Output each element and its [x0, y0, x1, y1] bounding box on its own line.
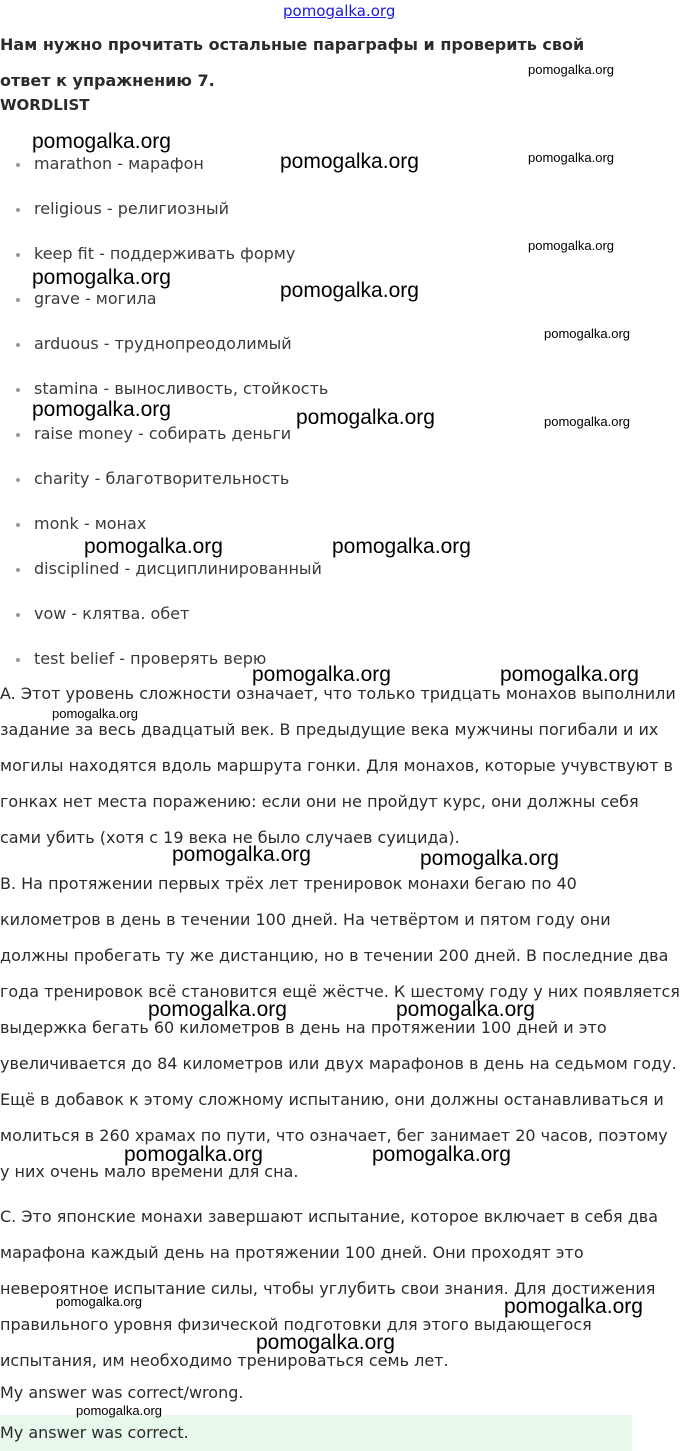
paragraph-b: B. На протяжении первых трёх лет тренировок монахи бегаю по 40 километров в день в течении 100 дней. На четвёртом и пятом году они должны пробегать ту же дистанцию, но в течении 200 дней. В последние два года тренировок всё становится ещё жёстче. К шестому году у них появляется выдержка бегать 60 километров в день на протяжении 100 дней и это увеличивается до 84 километров или двух марафонов в день на седьмом году. Ещё в добавок к этому сложному испытанию, они должны останавливаться и молиться в 260 храмах по пути, что означает, бег занимает 20 часов, поэтому у них очень мало времени для сна.	[0, 874, 680, 1181]
answer-prompt: My answer was correct/wrong.	[0, 1383, 244, 1402]
watermark: pomogalka.org	[420, 847, 559, 870]
watermark: pomogalka.org	[56, 1294, 142, 1309]
watermark: pomogalka.org	[528, 62, 614, 77]
watermark: pomogalka.org	[396, 998, 535, 1021]
watermark: pomogalka.org	[256, 1331, 395, 1354]
bullet-icon	[16, 658, 20, 662]
word-item: arduous - труднопреодолимый	[16, 334, 292, 358]
bullet-icon	[16, 433, 20, 437]
word-item: religious - религиозный	[16, 199, 229, 223]
watermark: pomogalka.org	[172, 843, 311, 866]
bullet-icon	[16, 523, 20, 527]
watermark: pomogalka.org	[280, 279, 419, 302]
watermark: pomogalka.org	[500, 663, 639, 686]
word-item: stamina - выносливость, стойкость	[16, 379, 328, 403]
watermark: pomogalka.org	[76, 1403, 162, 1418]
watermark: pomogalka.org	[544, 414, 630, 429]
watermark: pomogalka.org	[52, 706, 138, 721]
bullet-icon	[16, 343, 20, 347]
watermark: pomogalka.org	[32, 266, 171, 289]
watermark: pomogalka.org	[372, 1143, 511, 1166]
watermark: pomogalka.org	[32, 130, 171, 153]
word-item: grave - могила	[16, 289, 157, 313]
word-item: marathon - марафон	[16, 154, 204, 178]
bullet-icon	[16, 568, 20, 572]
watermark: pomogalka.org	[84, 535, 223, 558]
watermark: pomogalka.org	[124, 1143, 263, 1166]
bullet-icon	[16, 388, 20, 392]
paragraph-c: C. Это японские монахи завершают испытание, которое включает в себя два марафона каждый день на протяжении 100 дней. Они проходят это невероятное испытание силы, чтобы углубить свои знания. Для достижения правильного уровня физической подготовки для этого выдающегося испытания, им необходимо тренироваться семь лет.	[0, 1207, 659, 1370]
word-item: monk - монах	[16, 514, 146, 538]
paragraph-a: A. Этот уровень сложности означает, что только тридцать монахов выполнили задание за весь двадцатый век. В предыдущие века мужчины погибали и их могилы находятся вдоль маршрута гонки. Для монахов, которые учувствуют в гонках нет места поражению: если они не пройдут курс, они должны себя сами убить (хотя с 19 века не было случаев суицида).	[0, 684, 676, 847]
wordlist-title: WORDLIST	[0, 96, 90, 114]
word-item: test belief - проверять верю	[16, 649, 266, 673]
answer-result: My answer was correct.	[0, 1423, 189, 1442]
word-item: charity - благотворительность	[16, 469, 289, 493]
watermark: pomogalka.org	[280, 150, 419, 173]
watermark: pomogalka.org	[32, 398, 171, 421]
word-item: raise money - собирать деньги	[16, 424, 291, 448]
bullet-icon	[16, 208, 20, 212]
watermark: pomogalka.org	[528, 150, 614, 165]
answer-highlight	[0, 1415, 632, 1451]
bullet-icon	[16, 478, 20, 482]
watermark: pomogalka.org	[332, 535, 471, 558]
word-item: disciplined - дисциплинированный	[16, 559, 322, 583]
watermark: pomogalka.org	[544, 326, 630, 341]
watermark: pomogalka.org	[148, 998, 287, 1021]
site-link[interactable]: pomogalka.org	[283, 2, 396, 20]
intro-text: Нам нужно прочитать остальные параграфы и проверить свой ответ к упражнению 7.	[0, 35, 585, 90]
watermark: pomogalka.org	[504, 1295, 643, 1318]
bullet-icon	[16, 163, 20, 167]
bullet-icon	[16, 298, 20, 302]
watermark: pomogalka.org	[252, 663, 391, 686]
watermark: pomogalka.org	[296, 406, 435, 429]
bullet-icon	[16, 613, 20, 617]
word-item: keep fit - поддерживать форму	[16, 244, 295, 268]
bullet-icon	[16, 253, 20, 257]
watermark: pomogalka.org	[528, 238, 614, 253]
word-item: vow - клятва. обет	[16, 604, 189, 628]
